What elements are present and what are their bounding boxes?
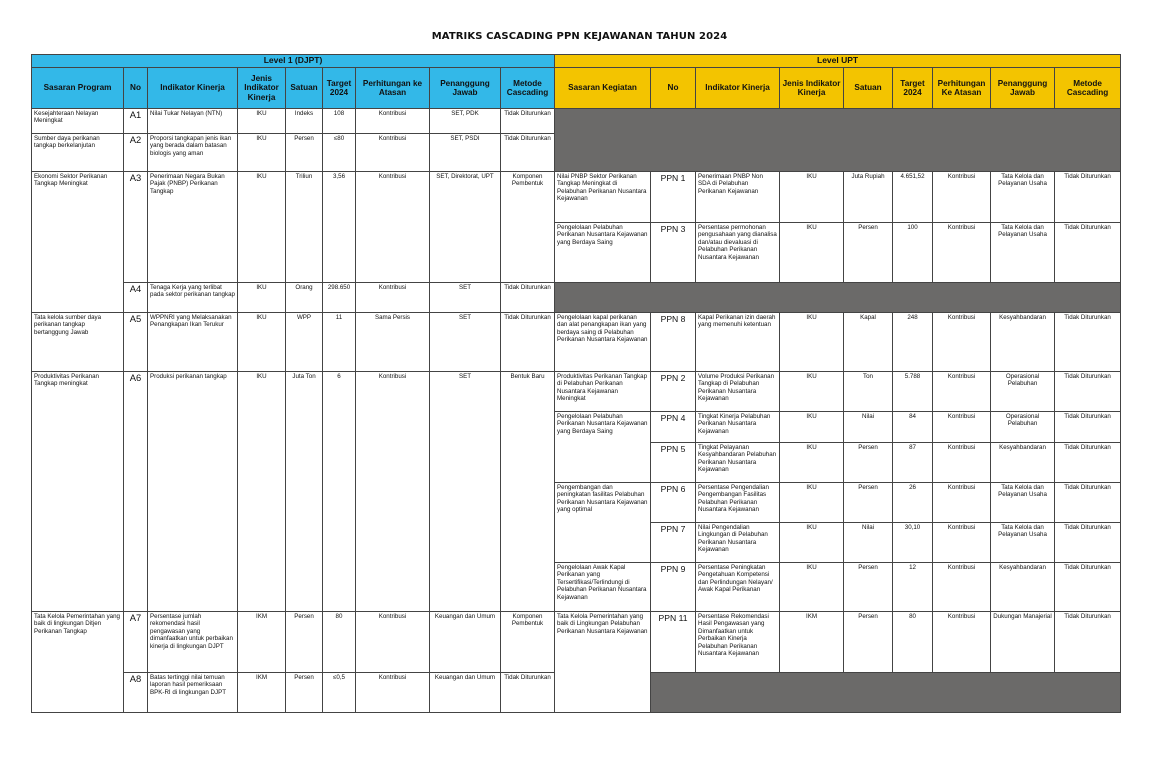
- ppn-no-cell: PPN 3: [651, 223, 696, 283]
- upt-metode-cell: Tidak Diturunkan: [1055, 412, 1121, 443]
- empty-upt-block: [555, 109, 1121, 172]
- satuan-cell: Orang: [286, 283, 323, 313]
- upt-penanggung-jawab-cell: Dukungan Manajerial: [991, 612, 1055, 673]
- upt-metode-cell: Tidak Diturunkan: [1055, 372, 1121, 412]
- table-row: [32, 172, 1121, 223]
- indicator-no-cell: A6: [124, 372, 148, 612]
- perhitungan-cell: Sama Persis: [356, 313, 430, 372]
- table-row: [32, 372, 1121, 412]
- indicator-no-cell: A8: [124, 673, 148, 713]
- sasaran-kegiatan-cell: Pengelolaan Pelabuhan Perikanan Nusantara Kejawanan yang Berdaya Saing: [555, 412, 651, 483]
- indicator-no-cell: A5: [124, 313, 148, 372]
- col-header-jenis-indikator-upt: Jenis Indikator Kinerja: [780, 68, 844, 109]
- upt-jenis-cell: IKU: [780, 172, 844, 223]
- ppn-no-cell: PPN 6: [651, 483, 696, 523]
- upt-penanggung-jawab-cell: Operasional Pelabuhan: [991, 372, 1055, 412]
- target-cell: 108: [323, 109, 356, 134]
- penanggung-jawab-cell: SET: [430, 313, 501, 372]
- jenis-cell: IKU: [238, 134, 286, 172]
- upt-target-cell: 30,10: [893, 523, 933, 563]
- indikator-cell: Produksi perikanan tangkap: [148, 372, 238, 612]
- upt-perhitungan-cell: Kontribusi: [933, 563, 991, 612]
- indicator-no-cell: A4: [124, 283, 148, 313]
- jenis-cell: IKM: [238, 673, 286, 713]
- upt-perhitungan-cell: Kontribusi: [933, 172, 991, 223]
- penanggung-jawab-cell: SET: [430, 372, 501, 612]
- indikator-cell: Tenaga Kerja yang terlibat pada sektor perikanan tangkap: [148, 283, 238, 313]
- upt-penanggung-jawab-cell: Tata Kelola dan Pelayanan Usaha: [991, 172, 1055, 223]
- target-cell: 298.650: [323, 283, 356, 313]
- upt-jenis-cell: IKU: [780, 223, 844, 283]
- satuan-cell: Indeks: [286, 109, 323, 134]
- upt-penanggung-jawab-cell: Tata Kelola dan Pelayanan Usaha: [991, 523, 1055, 563]
- satuan-cell: Juta Ton: [286, 372, 323, 612]
- penanggung-jawab-cell: SET, Direktorat, UPT: [430, 172, 501, 283]
- upt-satuan-cell: Kapal: [844, 313, 893, 372]
- col-header-jenis-indikator: Jenis Indikator Kinerja: [238, 68, 286, 109]
- target-cell: 3,56: [323, 172, 356, 283]
- ppn-no-cell: PPN 9: [651, 563, 696, 612]
- upt-metode-cell: Tidak Diturunkan: [1055, 483, 1121, 523]
- ppn-no-cell: PPN 2: [651, 372, 696, 412]
- sasaran-kegiatan-cell: Produktivitas Perikanan Tangkap di Pelabuhan Perikanan Nusantara Kejawanan Meningkat: [555, 372, 651, 412]
- upt-perhitungan-cell: Kontribusi: [933, 313, 991, 372]
- jenis-cell: IKU: [238, 313, 286, 372]
- upt-satuan-cell: Juta Rupiah: [844, 172, 893, 223]
- upt-metode-cell: Tidak Diturunkan: [1055, 443, 1121, 483]
- upt-jenis-cell: IKU: [780, 372, 844, 412]
- sasaran-program-cell: Ekonomi Sektor Perikanan Tangkap Meningkat: [32, 172, 124, 313]
- upt-indikator-cell: Tingkat Pelayanan Kesyahbandaran Pelabuhan Perikanan Nusantara Kejawanan: [696, 443, 780, 483]
- upt-satuan-cell: Nilai: [844, 412, 893, 443]
- indikator-cell: WPPNRI yang Melaksanakan Penangkapan Ikan Terukur: [148, 313, 238, 372]
- cascading-matrix-table: [31, 54, 1121, 713]
- upt-target-cell: 5.788: [893, 372, 933, 412]
- upt-indikator-cell: Volume Produksi Perikanan Tangkap di Pelabuhan Perikanan Nusantara Kejawanan: [696, 372, 780, 412]
- table-row: [32, 612, 1121, 673]
- col-header-no-upt: No: [651, 68, 696, 109]
- jenis-cell: IKU: [238, 172, 286, 283]
- indicator-no-cell: A2: [124, 134, 148, 172]
- table-row: [32, 109, 1121, 134]
- sasaran-program-cell: Sumber daya perikanan tangkap berkelanjutan: [32, 134, 124, 172]
- col-header-indikator-kinerja-upt: Indikator Kinerja: [696, 68, 780, 109]
- sasaran-program-cell: Tata Kelola Pemerintahan yang baik di lingkungan Ditjen Perikanan Tangkap: [32, 612, 124, 713]
- upt-jenis-cell: IKU: [780, 523, 844, 563]
- upt-metode-cell: Tidak Diturunkan: [1055, 563, 1121, 612]
- upt-target-cell: 87: [893, 443, 933, 483]
- penanggung-jawab-cell: SET, PSDI: [430, 134, 501, 172]
- upt-target-cell: 84: [893, 412, 933, 443]
- metode-cell: Komponen Pembentuk: [501, 612, 555, 673]
- sasaran-kegiatan-cell: Pengelolaan kapal perikanan dan alat penangkapan ikan yang berdaya saing di Pelabuhan Perikanan Nusantara Kejawanan: [555, 313, 651, 372]
- col-header-penanggung-jawab: Penanggung Jawab: [430, 68, 501, 109]
- target-cell: ≤0,5: [323, 673, 356, 713]
- indikator-cell: Penerimaan Negara Bukan Pajak (PNBP) Perikanan Tangkap: [148, 172, 238, 283]
- col-header-metode-upt: Metode Cascading: [1055, 68, 1121, 109]
- upt-satuan-cell: Ton: [844, 372, 893, 412]
- metode-cell: Tidak Diturunkan: [501, 673, 555, 713]
- upt-penanggung-jawab-cell: Operasional Pelabuhan: [991, 412, 1055, 443]
- upt-perhitungan-cell: Kontribusi: [933, 412, 991, 443]
- upt-perhitungan-cell: Kontribusi: [933, 372, 991, 412]
- perhitungan-cell: Kontribusi: [356, 134, 430, 172]
- indikator-cell: Batas tertinggi nilai temuan laporan hasil pemeriksaan BPK-RI di lingkungan DJPT: [148, 673, 238, 713]
- upt-indikator-cell: Persentase permohonan pengusahaan yang dianalisa dan/atau dievaluasi di Pelabuhan Perikanan Nusantara Kejawanan: [696, 223, 780, 283]
- col-header-sasaran-program: Sasaran Program: [32, 68, 124, 109]
- sasaran-kegiatan-cell: Pengelolaan Pelabuhan Perikanan Nusantara Kejawanan yang Berdaya Saing: [555, 223, 651, 283]
- ppn-no-cell: PPN 4: [651, 412, 696, 443]
- upt-jenis-cell: IKU: [780, 412, 844, 443]
- sasaran-program-cell: Tata kelola sumber daya perikanan tangkap bertanggung Jawab: [32, 313, 124, 372]
- upt-penanggung-jawab-cell: Tata Kelola dan Pelayanan Usaha: [991, 223, 1055, 283]
- penanggung-jawab-cell: SET: [430, 283, 501, 313]
- upt-target-cell: 4.651,52: [893, 172, 933, 223]
- upt-penanggung-jawab-cell: Kesyahbandaran: [991, 563, 1055, 612]
- target-cell: 80: [323, 612, 356, 673]
- perhitungan-cell: Kontribusi: [356, 283, 430, 313]
- sasaran-kegiatan-cell: Pengembangan dan peningkatan fasilitas Pelabuhan Perikanan Nusantara Kejawanan yang optimal: [555, 483, 651, 563]
- level-1-header: Level 1 (DJPT): [32, 55, 555, 68]
- sasaran-kegiatan-cell: Pengelolaan Awak Kapal Perikanan yang Tersertifikasi/Terlindungi di Pelabuhan Perikanan Nusantara Kejawanan: [555, 563, 651, 612]
- upt-indikator-cell: Penerimaan PNBP Non SDA di Pelabuhan Perikanan Kejawanan: [696, 172, 780, 223]
- level-upt-header: Level UPT: [555, 55, 1121, 68]
- perhitungan-cell: Kontribusi: [356, 612, 430, 673]
- indikator-cell: Nilai Tukar Nelayan (NTN): [148, 109, 238, 134]
- upt-jenis-cell: IKU: [780, 443, 844, 483]
- satuan-cell: Triliun: [286, 172, 323, 283]
- ppn-no-cell: PPN 8: [651, 313, 696, 372]
- upt-target-cell: 26: [893, 483, 933, 523]
- table-row: [32, 313, 1121, 372]
- upt-perhitungan-cell: Kontribusi: [933, 443, 991, 483]
- upt-metode-cell: Tidak Diturunkan: [1055, 313, 1121, 372]
- col-header-no: No: [124, 68, 148, 109]
- satuan-cell: WPP: [286, 313, 323, 372]
- upt-satuan-cell: Persen: [844, 483, 893, 523]
- metode-cell: Tidak Diturunkan: [501, 109, 555, 134]
- col-header-satuan: Satuan: [286, 68, 323, 109]
- indicator-no-cell: A1: [124, 109, 148, 134]
- upt-indikator-cell: Persentase Rekomendasi Hasil Pengawasan yang Dimanfaatkan untuk Perbaikan Kinerja Pelabuhan Perikanan Nusantara Kejawanan: [696, 612, 780, 673]
- empty-upt-block: [651, 673, 1121, 713]
- perhitungan-cell: Kontribusi: [356, 372, 430, 612]
- perhitungan-cell: Kontribusi: [356, 109, 430, 134]
- upt-target-cell: 100: [893, 223, 933, 283]
- ppn-no-cell: PPN 11: [651, 612, 696, 673]
- upt-jenis-cell: IKU: [780, 313, 844, 372]
- jenis-cell: IKU: [238, 109, 286, 134]
- upt-metode-cell: Tidak Diturunkan: [1055, 172, 1121, 223]
- penanggung-jawab-cell: Keuangan dan Umum: [430, 673, 501, 713]
- metode-cell: Komponen Pembentuk: [501, 172, 555, 283]
- upt-indikator-cell: Kapal Perikanan izin daerah yang memenuhi ketentuan: [696, 313, 780, 372]
- indicator-no-cell: A3: [124, 172, 148, 283]
- upt-indikator-cell: Tingkat Kinerja Pelabuhan Perikanan Nusantara Kejawanan: [696, 412, 780, 443]
- upt-penanggung-jawab-cell: Kesyahbandaran: [991, 443, 1055, 483]
- upt-satuan-cell: Persen: [844, 443, 893, 483]
- upt-satuan-cell: Persen: [844, 563, 893, 612]
- target-cell: 11: [323, 313, 356, 372]
- upt-satuan-cell: Nilai: [844, 523, 893, 563]
- upt-indikator-cell: Nilai Pengendalian Lingkungan di Pelabuhan Perikanan Nusantara Kejawanan: [696, 523, 780, 563]
- metode-cell: Bentuk Baru: [501, 372, 555, 612]
- jenis-cell: IKU: [238, 283, 286, 313]
- jenis-cell: IKM: [238, 612, 286, 673]
- upt-penanggung-jawab-cell: Tata Kelola dan Pelayanan Usaha: [991, 483, 1055, 523]
- indikator-cell: Proporsi tangkapan jenis ikan yang berada dalam batasan biologis yang aman: [148, 134, 238, 172]
- upt-jenis-cell: IKM: [780, 612, 844, 673]
- target-cell: 6: [323, 372, 356, 612]
- satuan-cell: Persen: [286, 673, 323, 713]
- table-row: [32, 283, 1121, 313]
- sasaran-program-cell: Produktivitas Perikanan Tangkap meningkat: [32, 372, 124, 612]
- metode-cell: Tidak Diturunkan: [501, 283, 555, 313]
- satuan-cell: Persen: [286, 134, 323, 172]
- page-title: MATRIKS CASCADING PPN KEJAWANAN TAHUN 2024: [431, 31, 728, 42]
- upt-perhitungan-cell: Kontribusi: [933, 612, 991, 673]
- upt-target-cell: 80: [893, 612, 933, 673]
- upt-satuan-cell: Persen: [844, 612, 893, 673]
- col-header-satuan-upt: Satuan: [844, 68, 893, 109]
- col-header-metode: Metode Cascading: [501, 68, 555, 109]
- jenis-cell: IKU: [238, 372, 286, 612]
- upt-indikator-cell: Persentase Peningkatan Pengetahuan Kompetensi dan Perlindungan Nelayan/ Awak Kapal Perikanan: [696, 563, 780, 612]
- col-header-target-upt: Target 2024: [893, 68, 933, 109]
- upt-perhitungan-cell: Kontribusi: [933, 483, 991, 523]
- upt-metode-cell: Tidak Diturunkan: [1055, 612, 1121, 673]
- perhitungan-cell: Kontribusi: [356, 673, 430, 713]
- sasaran-program-cell: Kesejahteraan Nelayan Meningkat: [32, 109, 124, 134]
- upt-penanggung-jawab-cell: Kesyahbandaran: [991, 313, 1055, 372]
- empty-upt-block: [555, 283, 1121, 313]
- sasaran-kegiatan-cell: Nilai PNBP Sektor Perikanan Tangkap Meningkat di Pelabuhan Perikanan Nusantara Kejawanan: [555, 172, 651, 223]
- target-cell: ≤80: [323, 134, 356, 172]
- upt-metode-cell: Tidak Diturunkan: [1055, 523, 1121, 563]
- upt-perhitungan-cell: Kontribusi: [933, 223, 991, 283]
- indikator-cell: Persentase jumlah rekomendasi hasil pengawasan yang dimanfaatkan untuk perbaikan kinerja di lingkungan DJPT: [148, 612, 238, 673]
- ppn-no-cell: PPN 1: [651, 172, 696, 223]
- col-header-indikator-kinerja: Indikator Kinerja: [148, 68, 238, 109]
- col-header-penanggung-jawab-upt: Penanggung Jawab: [991, 68, 1055, 109]
- upt-jenis-cell: IKU: [780, 563, 844, 612]
- perhitungan-cell: Kontribusi: [356, 172, 430, 283]
- penanggung-jawab-cell: Keuangan dan Umum: [430, 612, 501, 673]
- ppn-no-cell: PPN 7: [651, 523, 696, 563]
- satuan-cell: Persen: [286, 612, 323, 673]
- col-header-target: Target 2024: [323, 68, 356, 109]
- sasaran-kegiatan-cell: Tata Kelola Pemerintahan yang baik di Lingkungan Pelabuhan Perikanan Nusantara Kejawanan: [555, 612, 651, 713]
- col-header-sasaran-kegiatan: Sasaran Kegiatan: [555, 68, 651, 109]
- indicator-no-cell: A7: [124, 612, 148, 673]
- upt-perhitungan-cell: Kontribusi: [933, 523, 991, 563]
- level-header-row: [32, 55, 1121, 68]
- ppn-no-cell: PPN 5: [651, 443, 696, 483]
- upt-indikator-cell: Persentase Pengendalian Pengembangan Fasilitas Pelabuhan Perikanan Nusantara Kejawanan: [696, 483, 780, 523]
- upt-metode-cell: Tidak Diturunkan: [1055, 223, 1121, 283]
- penanggung-jawab-cell: SET, PDK: [430, 109, 501, 134]
- metode-cell: Tidak Diturunkan: [501, 134, 555, 172]
- upt-target-cell: 12: [893, 563, 933, 612]
- column-header-row: [32, 68, 1121, 109]
- upt-satuan-cell: Persen: [844, 223, 893, 283]
- upt-jenis-cell: IKU: [780, 483, 844, 523]
- col-header-perhitungan-upt: Perhitungan Ke Atasan: [933, 68, 991, 109]
- col-header-perhitungan: Perhitungan ke Atasan: [356, 68, 430, 109]
- upt-target-cell: 248: [893, 313, 933, 372]
- metode-cell: Tidak Diturunkan: [501, 313, 555, 372]
